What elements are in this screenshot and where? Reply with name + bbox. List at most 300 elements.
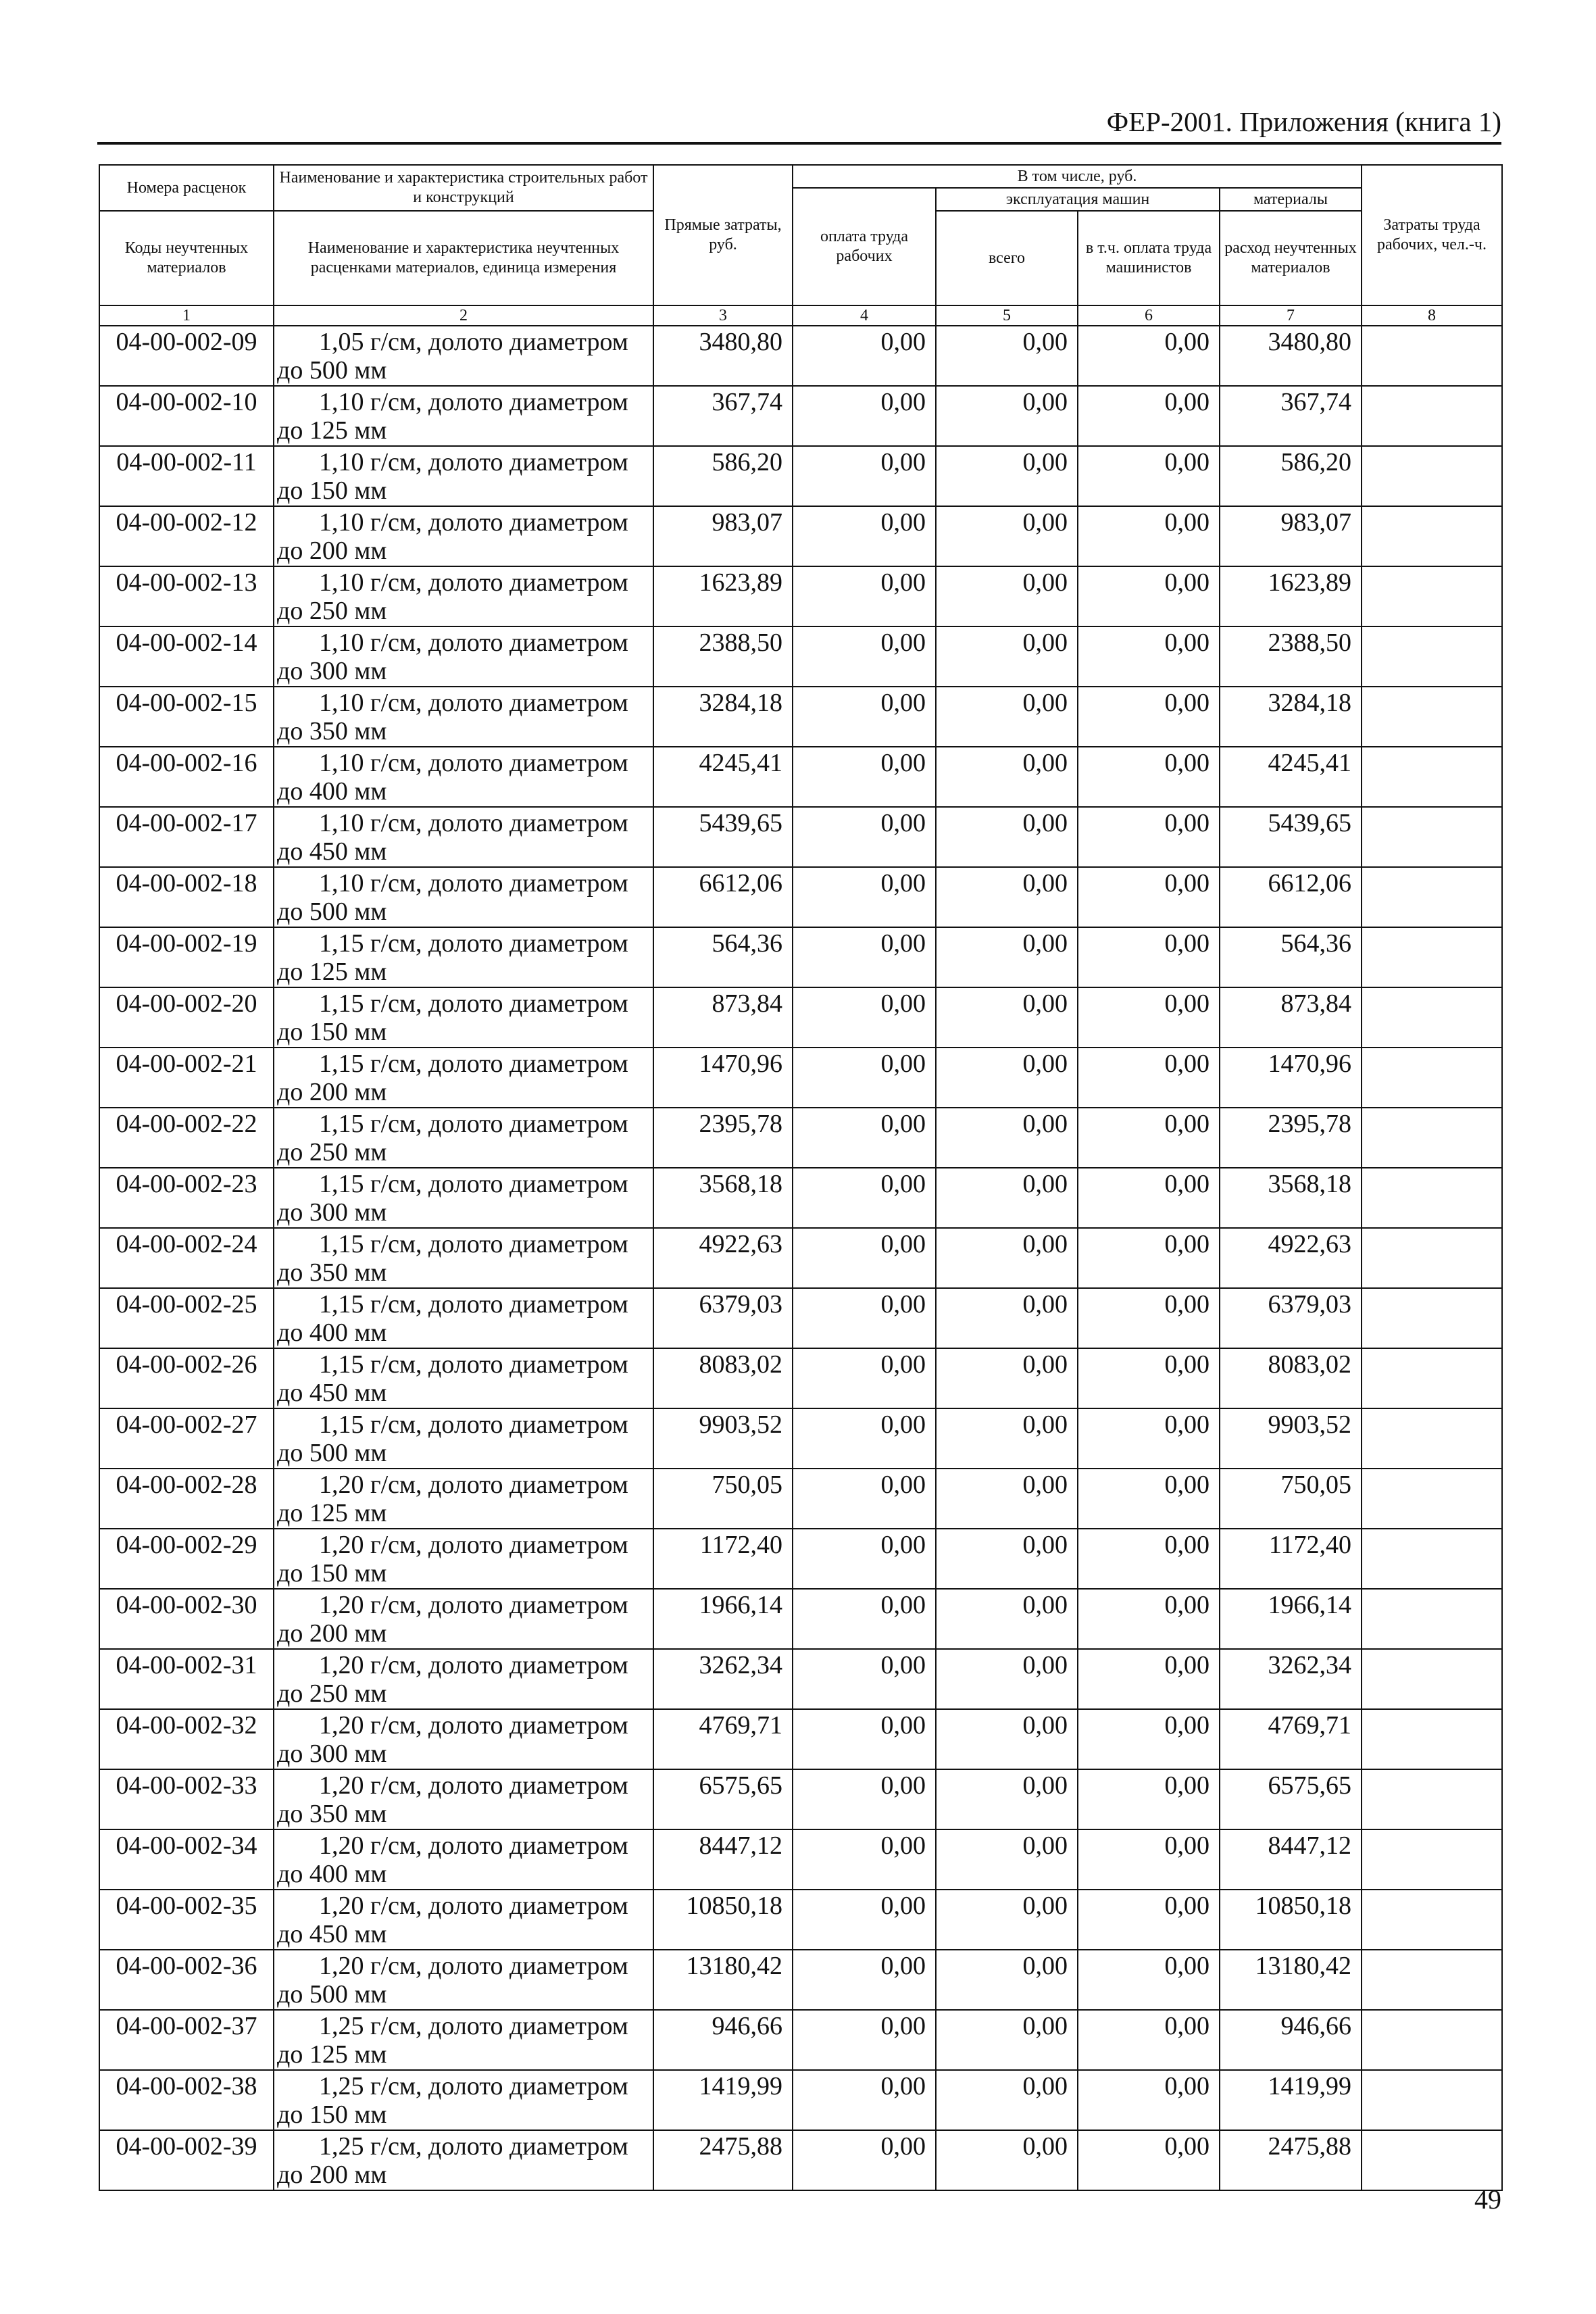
operator-pay-cell: 0,00 (1078, 1288, 1220, 1348)
rate-name-cell: 1,10 г/см, долото диаметром до 250 мм (274, 566, 653, 626)
labor-pay-cell: 0,00 (793, 2070, 936, 2130)
table-row (99, 1048, 1502, 1108)
labor-costs-cell (1362, 1348, 1502, 1408)
labor-costs-cell (1362, 687, 1502, 747)
rate-code-cell: 04-00-002-18 (99, 867, 274, 927)
material-name-header: Наименование и характеристика неучтенных расценками материалов, единица измерения (274, 211, 653, 305)
rate-code-cell: 04-00-002-32 (99, 1709, 274, 1769)
operator-pay-cell: 0,00 (1078, 1348, 1220, 1408)
labor-costs-cell (1362, 1168, 1502, 1228)
rate-code-cell: 04-00-002-30 (99, 1589, 274, 1649)
direct-costs-cell: 4922,63 (653, 1228, 793, 1288)
direct-costs-cell: 1419,99 (653, 2070, 793, 2130)
direct-costs-cell: 10850,18 (653, 1890, 793, 1950)
labor-costs-cell (1362, 1950, 1502, 2010)
direct-costs-cell: 1172,40 (653, 1529, 793, 1589)
machines-total-cell: 0,00 (936, 1108, 1078, 1168)
machines-total-cell: 0,00 (936, 807, 1078, 867)
direct-costs-cell: 5439,65 (653, 807, 793, 867)
materials-cell: 3480,80 (1220, 326, 1362, 386)
machine-operation-header: эксплуатация машин (936, 188, 1220, 211)
labor-costs-cell (1362, 1709, 1502, 1769)
rate-code-cell: 04-00-002-33 (99, 1769, 274, 1829)
rate-code-cell: 04-00-002-20 (99, 987, 274, 1048)
direct-costs-cell: 3568,18 (653, 1168, 793, 1228)
rate-name-cell: 1,25 г/см, долото диаметром до 200 мм (274, 2130, 653, 2190)
labor-pay-cell: 0,00 (793, 747, 936, 807)
operator-pay-cell: 0,00 (1078, 747, 1220, 807)
machines-total-header: всего (936, 211, 1078, 305)
operator-pay-cell: 0,00 (1078, 1108, 1220, 1168)
rate-code-cell: 04-00-002-09 (99, 326, 274, 386)
machines-total-cell: 0,00 (936, 626, 1078, 687)
rates-table (99, 164, 1503, 2191)
materials-cell: 1172,40 (1220, 1529, 1362, 1589)
direct-costs-cell: 1623,89 (653, 566, 793, 626)
rate-code-cell: 04-00-002-19 (99, 927, 274, 987)
rate-name-cell: 1,20 г/см, долото диаметром до 350 мм (274, 1769, 653, 1829)
machines-total-cell: 0,00 (936, 1769, 1078, 1829)
page-number: 49 (1474, 2184, 1501, 2215)
table-row (99, 1769, 1502, 1829)
labor-pay-cell: 0,00 (793, 1108, 936, 1168)
table-row (99, 1709, 1502, 1769)
machines-total-cell: 0,00 (936, 927, 1078, 987)
direct-costs-cell: 2388,50 (653, 626, 793, 687)
page-header: ФЕР-2001. Приложения (книга 1) (1106, 106, 1501, 137)
labor-pay-cell: 0,00 (793, 2130, 936, 2190)
table-row (99, 506, 1502, 566)
labor-costs-header: Затраты труда рабочих, чел.-ч. (1362, 165, 1502, 305)
rate-code-cell: 04-00-002-17 (99, 807, 274, 867)
machines-total-cell: 0,00 (936, 506, 1078, 566)
column-number: 7 (1220, 305, 1362, 326)
direct-costs-cell: 1966,14 (653, 1589, 793, 1649)
rate-name-cell: 1,20 г/см, долото диаметром до 400 мм (274, 1829, 653, 1890)
table-row (99, 1829, 1502, 1890)
materials-cell: 3284,18 (1220, 687, 1362, 747)
rate-code-cell: 04-00-002-34 (99, 1829, 274, 1890)
labor-costs-cell (1362, 1649, 1502, 1709)
rate-code-cell: 04-00-002-25 (99, 1288, 274, 1348)
machines-total-cell: 0,00 (936, 566, 1078, 626)
machines-total-cell: 0,00 (936, 1228, 1078, 1288)
table-row (99, 326, 1502, 386)
column-number: 2 (274, 305, 653, 326)
column-number: 4 (793, 305, 936, 326)
table-row (99, 1890, 1502, 1950)
table-row (99, 987, 1502, 1048)
machines-total-cell: 0,00 (936, 747, 1078, 807)
labor-pay-cell: 0,00 (793, 1469, 936, 1529)
materials-cell: 367,74 (1220, 386, 1362, 446)
machines-total-cell: 0,00 (936, 386, 1078, 446)
materials-cell: 873,84 (1220, 987, 1362, 1048)
operator-pay-cell: 0,00 (1078, 687, 1220, 747)
direct-costs-cell: 4245,41 (653, 747, 793, 807)
labor-costs-cell (1362, 1589, 1502, 1649)
direct-costs-cell: 8083,02 (653, 1348, 793, 1408)
rate-name-cell: 1,15 г/см, долото диаметром до 150 мм (274, 987, 653, 1048)
labor-pay-cell: 0,00 (793, 1589, 936, 1649)
rate-name-cell: 1,25 г/см, долото диаметром до 150 мм (274, 2070, 653, 2130)
labor-pay-cell: 0,00 (793, 1890, 936, 1950)
operator-pay-cell: 0,00 (1078, 626, 1220, 687)
direct-costs-cell: 8447,12 (653, 1829, 793, 1890)
rate-code-cell: 04-00-002-31 (99, 1649, 274, 1709)
operator-pay-cell: 0,00 (1078, 1228, 1220, 1288)
materials-cell: 9903,52 (1220, 1408, 1362, 1469)
labor-pay-cell: 0,00 (793, 1529, 936, 1589)
table-row (99, 1108, 1502, 1168)
operator-pay-cell: 0,00 (1078, 446, 1220, 506)
table-row (99, 446, 1502, 506)
machines-total-cell: 0,00 (936, 446, 1078, 506)
labor-pay-cell: 0,00 (793, 566, 936, 626)
rate-code-cell: 04-00-002-21 (99, 1048, 274, 1108)
materials-header: материалы (1220, 188, 1362, 211)
labor-pay-cell: 0,00 (793, 1048, 936, 1108)
labor-costs-cell (1362, 626, 1502, 687)
operator-pay-cell: 0,00 (1078, 1890, 1220, 1950)
labor-costs-cell (1362, 506, 1502, 566)
materials-cell: 1419,99 (1220, 2070, 1362, 2130)
rate-name-cell: 1,10 г/см, долото диаметром до 125 мм (274, 386, 653, 446)
direct-costs-cell: 750,05 (653, 1469, 793, 1529)
table-row (99, 2010, 1502, 2070)
labor-costs-cell (1362, 1228, 1502, 1288)
labor-pay-cell: 0,00 (793, 1649, 936, 1709)
operator-pay-cell: 0,00 (1078, 867, 1220, 927)
materials-cell: 2395,78 (1220, 1108, 1362, 1168)
table-row (99, 1589, 1502, 1649)
operator-pay-cell: 0,00 (1078, 987, 1220, 1048)
materials-cell: 564,36 (1220, 927, 1362, 987)
rate-code-cell: 04-00-002-23 (99, 1168, 274, 1228)
materials-cell: 10850,18 (1220, 1890, 1362, 1950)
table-row (99, 2130, 1502, 2190)
direct-costs-cell: 946,66 (653, 2010, 793, 2070)
table-body (99, 326, 1502, 2190)
rate-name-cell: 1,20 г/см, долото диаметром до 250 мм (274, 1649, 653, 1709)
operator-pay-cell: 0,00 (1078, 1709, 1220, 1769)
rate-name-cell: 1,10 г/см, долото диаметром до 150 мм (274, 446, 653, 506)
materials-cell: 4245,41 (1220, 747, 1362, 807)
materials-cell: 2475,88 (1220, 2130, 1362, 2190)
labor-costs-cell (1362, 1769, 1502, 1829)
table-row (99, 2070, 1502, 2130)
materials-cell: 3262,34 (1220, 1649, 1362, 1709)
labor-costs-cell (1362, 747, 1502, 807)
machines-total-cell: 0,00 (936, 1829, 1078, 1890)
materials-cell: 4769,71 (1220, 1709, 1362, 1769)
materials-cell: 983,07 (1220, 506, 1362, 566)
labor-costs-cell (1362, 987, 1502, 1048)
labor-pay-cell: 0,00 (793, 927, 936, 987)
machines-total-cell: 0,00 (936, 1469, 1078, 1529)
machines-total-cell: 0,00 (936, 1649, 1078, 1709)
materials-cell: 13180,42 (1220, 1950, 1362, 2010)
rate-code-cell: 04-00-002-28 (99, 1469, 274, 1529)
work-name-header: Наименование и характеристика строительных работ и конструкций (274, 165, 653, 211)
table-row (99, 1408, 1502, 1469)
operator-pay-cell: 0,00 (1078, 1408, 1220, 1469)
direct-costs-cell: 3262,34 (653, 1649, 793, 1709)
machines-total-cell: 0,00 (936, 1408, 1078, 1469)
materials-cell: 1470,96 (1220, 1048, 1362, 1108)
direct-costs-cell: 3480,80 (653, 326, 793, 386)
rate-code-cell: 04-00-002-15 (99, 687, 274, 747)
table-row (99, 867, 1502, 927)
direct-costs-cell: 873,84 (653, 987, 793, 1048)
direct-costs-header: Прямые затраты, руб. (653, 165, 793, 305)
operator-pay-cell: 0,00 (1078, 1048, 1220, 1108)
labor-pay-cell: 0,00 (793, 1769, 936, 1829)
machines-total-cell: 0,00 (936, 867, 1078, 927)
operator-pay-cell: 0,00 (1078, 1469, 1220, 1529)
operator-pay-header: в т.ч. оплата труда машинистов (1078, 211, 1220, 305)
rate-name-cell: 1,15 г/см, долото диаметром до 450 мм (274, 1348, 653, 1408)
table-row (99, 1348, 1502, 1408)
table-row (99, 687, 1502, 747)
direct-costs-cell: 6575,65 (653, 1769, 793, 1829)
materials-cell: 6379,03 (1220, 1288, 1362, 1348)
rate-code-cell: 04-00-002-38 (99, 2070, 274, 2130)
operator-pay-cell: 0,00 (1078, 566, 1220, 626)
machines-total-cell: 0,00 (936, 1589, 1078, 1649)
labor-costs-cell (1362, 1108, 1502, 1168)
table-head (99, 165, 1502, 326)
labor-pay-cell: 0,00 (793, 1709, 936, 1769)
labor-pay-cell: 0,00 (793, 506, 936, 566)
rate-code-cell: 04-00-002-12 (99, 506, 274, 566)
column-number: 1 (99, 305, 274, 326)
including-header: В том числе, руб. (793, 165, 1362, 188)
materials-cell: 6612,06 (1220, 867, 1362, 927)
labor-pay-cell: 0,00 (793, 1288, 936, 1348)
rate-code-cell: 04-00-002-26 (99, 1348, 274, 1408)
table-row (99, 1649, 1502, 1709)
labor-pay-cell: 0,00 (793, 1829, 936, 1890)
rate-name-cell: 1,20 г/см, долото диаметром до 450 мм (274, 1890, 653, 1950)
labor-pay-cell: 0,00 (793, 2010, 936, 2070)
labor-costs-cell (1362, 566, 1502, 626)
labor-costs-cell (1362, 2070, 1502, 2130)
labor-costs-cell (1362, 1890, 1502, 1950)
direct-costs-cell: 13180,42 (653, 1950, 793, 2010)
operator-pay-cell: 0,00 (1078, 2010, 1220, 2070)
operator-pay-cell: 0,00 (1078, 1168, 1220, 1228)
rate-name-cell: 1,15 г/см, долото диаметром до 300 мм (274, 1168, 653, 1228)
table-row (99, 747, 1502, 807)
materials-cell: 750,05 (1220, 1469, 1362, 1529)
operator-pay-cell: 0,00 (1078, 1529, 1220, 1589)
rate-code-cell: 04-00-002-27 (99, 1408, 274, 1469)
column-number: 3 (653, 305, 793, 326)
labor-costs-cell (1362, 2130, 1502, 2190)
labor-pay-cell: 0,00 (793, 386, 936, 446)
rate-name-cell: 1,10 г/см, долото диаметром до 500 мм (274, 867, 653, 927)
machines-total-cell: 0,00 (936, 2070, 1078, 2130)
rate-code-cell: 04-00-002-36 (99, 1950, 274, 2010)
direct-costs-cell: 1470,96 (653, 1048, 793, 1108)
labor-costs-cell (1362, 1288, 1502, 1348)
operator-pay-cell: 0,00 (1078, 807, 1220, 867)
table-row (99, 1529, 1502, 1589)
labor-costs-cell (1362, 1469, 1502, 1529)
table-row (99, 1469, 1502, 1529)
labor-pay-cell: 0,00 (793, 326, 936, 386)
labor-pay-cell: 0,00 (793, 626, 936, 687)
rate-name-cell: 1,25 г/см, долото диаметром до 125 мм (274, 2010, 653, 2070)
rate-name-cell: 1,15 г/см, долото диаметром до 250 мм (274, 1108, 653, 1168)
rate-name-cell: 1,05 г/см, долото диаметром до 500 мм (274, 326, 653, 386)
operator-pay-cell: 0,00 (1078, 1769, 1220, 1829)
materials-cell: 1966,14 (1220, 1589, 1362, 1649)
operator-pay-cell: 0,00 (1078, 1589, 1220, 1649)
materials-cell: 3568,18 (1220, 1168, 1362, 1228)
labor-costs-cell (1362, 1829, 1502, 1890)
table-row (99, 1228, 1502, 1288)
machines-total-cell: 0,00 (936, 1168, 1078, 1228)
direct-costs-cell: 983,07 (653, 506, 793, 566)
operator-pay-cell: 0,00 (1078, 1950, 1220, 2010)
machines-total-cell: 0,00 (936, 987, 1078, 1048)
materials-cell: 6575,65 (1220, 1769, 1362, 1829)
rate-code-cell: 04-00-002-22 (99, 1108, 274, 1168)
labor-pay-cell: 0,00 (793, 807, 936, 867)
direct-costs-cell: 586,20 (653, 446, 793, 506)
machines-total-cell: 0,00 (936, 1950, 1078, 2010)
machines-total-cell: 0,00 (936, 2130, 1078, 2190)
labor-costs-cell (1362, 807, 1502, 867)
rate-name-cell: 1,20 г/см, долото диаметром до 500 мм (274, 1950, 653, 2010)
operator-pay-cell: 0,00 (1078, 386, 1220, 446)
rate-name-cell: 1,20 г/см, долото диаметром до 125 мм (274, 1469, 653, 1529)
rate-code-cell: 04-00-002-10 (99, 386, 274, 446)
labor-costs-cell (1362, 1529, 1502, 1589)
table-row (99, 807, 1502, 867)
rate-code-cell: 04-00-002-39 (99, 2130, 274, 2190)
column-numbers-row (99, 305, 1502, 326)
unaccounted-consumption-header: расход неучтенных материалов (1220, 211, 1362, 305)
rate-code-cell: 04-00-002-29 (99, 1529, 274, 1589)
rate-name-cell: 1,10 г/см, долото диаметром до 450 мм (274, 807, 653, 867)
table-row (99, 1288, 1502, 1348)
rate-numbers-header: Номера расценок (99, 165, 274, 211)
labor-costs-cell (1362, 1408, 1502, 1469)
machines-total-cell: 0,00 (936, 2010, 1078, 2070)
direct-costs-cell: 6612,06 (653, 867, 793, 927)
direct-costs-cell: 6379,03 (653, 1288, 793, 1348)
rate-code-cell: 04-00-002-13 (99, 566, 274, 626)
labor-pay-cell: 0,00 (793, 1228, 936, 1288)
operator-pay-cell: 0,00 (1078, 927, 1220, 987)
labor-costs-cell (1362, 927, 1502, 987)
operator-pay-cell: 0,00 (1078, 1649, 1220, 1709)
table-row (99, 927, 1502, 987)
table-row (99, 566, 1502, 626)
labor-pay-cell: 0,00 (793, 987, 936, 1048)
rate-name-cell: 1,10 г/см, долото диаметром до 350 мм (274, 687, 653, 747)
rate-name-cell: 1,20 г/см, долото диаметром до 200 мм (274, 1589, 653, 1649)
rate-code-cell: 04-00-002-35 (99, 1890, 274, 1950)
operator-pay-cell: 0,00 (1078, 2130, 1220, 2190)
header-rule (97, 142, 1501, 145)
labor-pay-cell: 0,00 (793, 1348, 936, 1408)
operator-pay-cell: 0,00 (1078, 1829, 1220, 1890)
rate-code-cell: 04-00-002-11 (99, 446, 274, 506)
table-row (99, 1168, 1502, 1228)
operator-pay-cell: 0,00 (1078, 2070, 1220, 2130)
labor-costs-cell (1362, 1048, 1502, 1108)
labor-costs-cell (1362, 386, 1502, 446)
labor-pay-cell: 0,00 (793, 867, 936, 927)
labor-pay-cell: 0,00 (793, 1408, 936, 1469)
labor-pay-cell: 0,00 (793, 687, 936, 747)
labor-pay-cell: 0,00 (793, 446, 936, 506)
materials-cell: 1623,89 (1220, 566, 1362, 626)
column-number: 6 (1078, 305, 1220, 326)
direct-costs-cell: 564,36 (653, 927, 793, 987)
column-number: 8 (1362, 305, 1502, 326)
rate-name-cell: 1,10 г/см, долото диаметром до 300 мм (274, 626, 653, 687)
materials-cell: 8447,12 (1220, 1829, 1362, 1890)
direct-costs-cell: 9903,52 (653, 1408, 793, 1469)
machines-total-cell: 0,00 (936, 687, 1078, 747)
labor-pay-cell: 0,00 (793, 1168, 936, 1228)
rate-name-cell: 1,20 г/см, долото диаметром до 150 мм (274, 1529, 653, 1589)
direct-costs-cell: 367,74 (653, 386, 793, 446)
materials-cell: 4922,63 (1220, 1228, 1362, 1288)
materials-cell: 586,20 (1220, 446, 1362, 506)
direct-costs-cell: 3284,18 (653, 687, 793, 747)
rate-name-cell: 1,15 г/см, долото диаметром до 500 мм (274, 1408, 653, 1469)
machines-total-cell: 0,00 (936, 1048, 1078, 1108)
material-codes-header: Коды неучтенных материалов (99, 211, 274, 305)
machines-total-cell: 0,00 (936, 1288, 1078, 1348)
column-number: 5 (936, 305, 1078, 326)
table-row (99, 1950, 1502, 2010)
direct-costs-cell: 2475,88 (653, 2130, 793, 2190)
machines-total-cell: 0,00 (936, 1890, 1078, 1950)
rate-name-cell: 1,15 г/см, долото диаметром до 125 мм (274, 927, 653, 987)
rate-code-cell: 04-00-002-14 (99, 626, 274, 687)
labor-pay-header: оплата труда рабочих (793, 188, 936, 305)
materials-cell: 5439,65 (1220, 807, 1362, 867)
rate-name-cell: 1,15 г/см, долото диаметром до 400 мм (274, 1288, 653, 1348)
table-row (99, 386, 1502, 446)
rate-name-cell: 1,15 г/см, долото диаметром до 200 мм (274, 1048, 653, 1108)
operator-pay-cell: 0,00 (1078, 326, 1220, 386)
direct-costs-cell: 2395,78 (653, 1108, 793, 1168)
materials-cell: 946,66 (1220, 2010, 1362, 2070)
rate-name-cell: 1,10 г/см, долото диаметром до 200 мм (274, 506, 653, 566)
materials-cell: 2388,50 (1220, 626, 1362, 687)
machines-total-cell: 0,00 (936, 1348, 1078, 1408)
rate-code-cell: 04-00-002-37 (99, 2010, 274, 2070)
table-row (99, 626, 1502, 687)
rate-code-cell: 04-00-002-16 (99, 747, 274, 807)
labor-pay-cell: 0,00 (793, 1950, 936, 2010)
labor-costs-cell (1362, 2010, 1502, 2070)
operator-pay-cell: 0,00 (1078, 506, 1220, 566)
labor-costs-cell (1362, 867, 1502, 927)
machines-total-cell: 0,00 (936, 1709, 1078, 1769)
rate-name-cell: 1,20 г/см, долото диаметром до 300 мм (274, 1709, 653, 1769)
rate-code-cell: 04-00-002-24 (99, 1228, 274, 1288)
rate-name-cell: 1,10 г/см, долото диаметром до 400 мм (274, 747, 653, 807)
